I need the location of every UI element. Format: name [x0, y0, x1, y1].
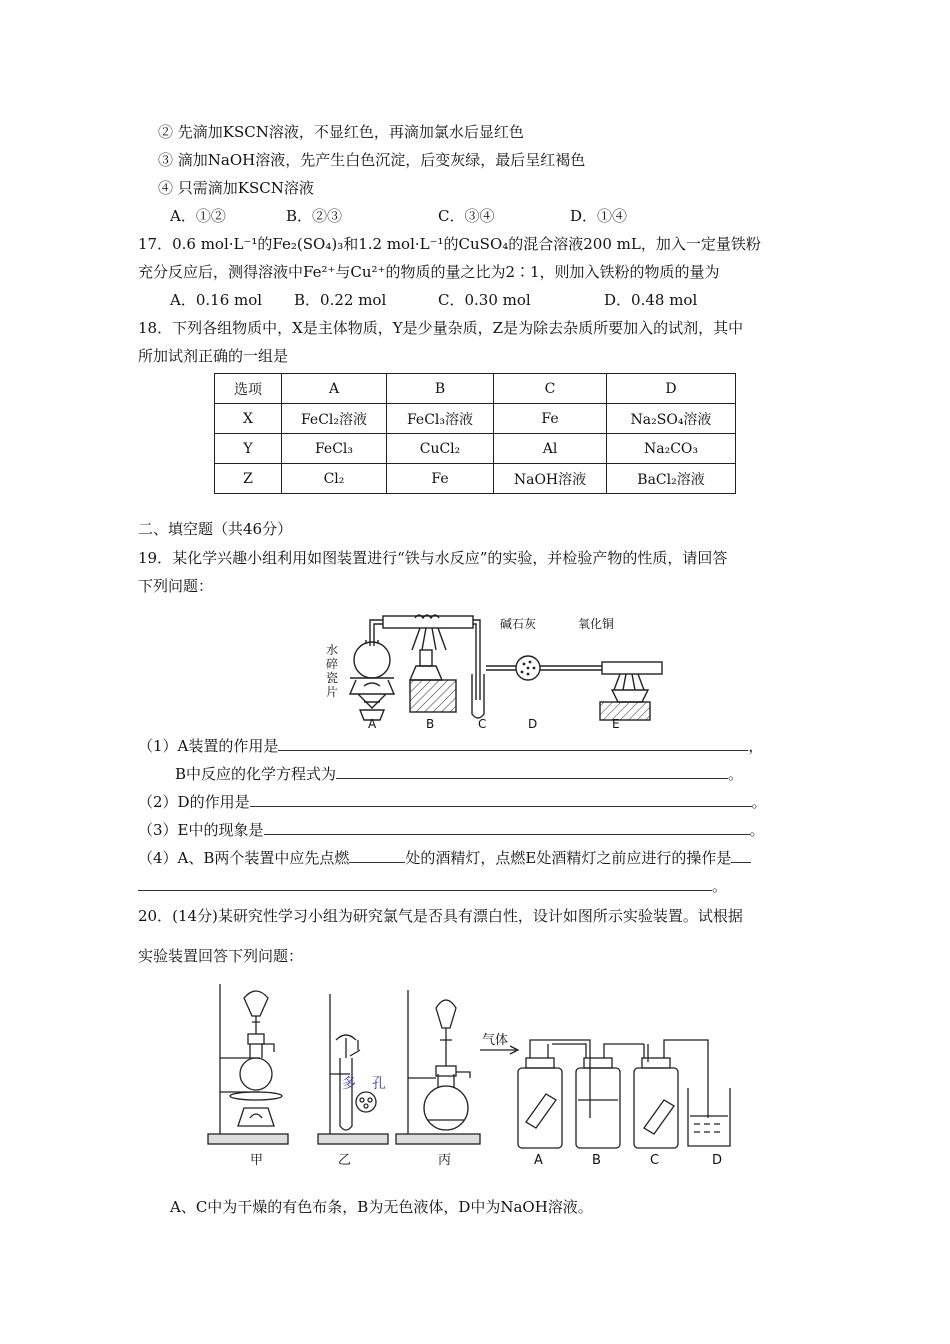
q16-choice-c: C．③④: [438, 207, 495, 225]
q18-stem-line2: 所加试剂正确的一组是: [138, 347, 289, 365]
label-water: 水: [326, 643, 339, 657]
q17-choice-c: C．0.30 mol: [438, 291, 531, 309]
table-cell: FeCl₂溶液: [282, 404, 387, 434]
q19-part1a: [138, 735, 763, 757]
q19-part2: [138, 791, 767, 813]
table-cell: D: [607, 374, 736, 404]
q16-choices: [170, 205, 627, 227]
label-c: C: [650, 1153, 660, 1168]
q17-choice-d: D．0.48 mol: [604, 291, 698, 309]
iron-water-apparatus-figure: [320, 604, 670, 734]
label-copper-oxide: 氧化铜: [578, 617, 615, 631]
label-soda-lime: 碱石灰: [500, 617, 537, 631]
label-a: A: [368, 717, 377, 731]
table-row: [215, 404, 736, 434]
q20-note: A、C中为干燥的有色布条，B为无色液体，D中为NaOH溶液。: [170, 1198, 593, 1216]
q19-part2-end: 。: [751, 793, 767, 811]
answer-blank[interactable]: [731, 848, 751, 863]
q19-part1a-text: （1）A装置的作用是: [138, 737, 279, 755]
label-b: B: [592, 1153, 601, 1168]
q19-part4: [138, 847, 751, 869]
table-row: [215, 434, 736, 464]
q20-stem-line1: 20．(14分)某研究性学习小组为研究氯气是否具有漂白性，设计如图所示实验装置。试根据: [138, 907, 743, 925]
q19-stem-line1: 19．某化学兴趣小组利用如图装置进行“铁与水反应”的实验，并检验产物的性质，请回答: [138, 549, 728, 567]
table-header-row: [215, 374, 736, 404]
label-chips-1: 碎: [326, 657, 339, 671]
table-cell: Na₂CO₃: [607, 434, 736, 464]
q17-choice-a: A．0.16 mol: [170, 291, 263, 309]
label-kong: 孔: [372, 1076, 386, 1092]
q17-choices: [170, 289, 697, 311]
answer-blank[interactable]: [278, 736, 748, 751]
label-d: D: [528, 717, 538, 731]
table-cell: Na₂SO₄溶液: [607, 404, 736, 434]
label-duo: 多: [342, 1076, 356, 1092]
q16-option-2: ② 先滴加KSCN溶液，不显红色，再滴加氯水后显红色: [158, 123, 524, 141]
table-cell: 选项: [215, 374, 282, 404]
table-cell: NaOH溶液: [494, 464, 607, 494]
answer-blank[interactable]: [336, 764, 728, 779]
answer-blank[interactable]: [250, 792, 752, 807]
table-cell: Fe: [494, 404, 607, 434]
answer-blank[interactable]: [349, 848, 405, 863]
table-cell: Cl₂: [282, 464, 387, 494]
q19-part1b: [175, 763, 743, 785]
section-heading: 二、填空题（共46分）: [138, 520, 293, 538]
q19-stem-line2: 下列问题：: [138, 577, 214, 595]
q19-part1a-end: ，: [748, 737, 764, 755]
q20-stem-line2: 实验装置回答下列问题：: [138, 947, 304, 965]
q19-part4-end: 。: [712, 877, 728, 895]
table-cell: X: [215, 404, 282, 434]
q19-part3-end: 。: [749, 821, 765, 839]
answer-blank[interactable]: [138, 876, 712, 891]
table-cell: FeCl₃溶液: [387, 404, 494, 434]
table-row: [215, 464, 736, 494]
table-cell: Al: [494, 434, 607, 464]
q17-stem-line2: 充分反应后，测得溶液中Fe²⁺与Cu²⁺的物质的量之比为2∶1，则加入铁粉的物质的量为: [138, 263, 720, 281]
q19-part1b-end: 。: [728, 765, 744, 783]
label-b: B: [426, 717, 435, 731]
q18-stem-line1: 18．下列各组物质中，X是主体物质，Y是少量杂质，Z是为除去杂质所要加入的试剂，其中: [138, 319, 744, 337]
table-cell: Z: [215, 464, 282, 494]
table-cell: FeCl₃: [282, 434, 387, 464]
label-bing: 丙: [438, 1153, 452, 1168]
table-cell: B: [387, 374, 494, 404]
table-cell: BaCl₂溶液: [607, 464, 736, 494]
table-cell: CuCl₂: [387, 434, 494, 464]
table-cell: A: [282, 374, 387, 404]
answer-blank[interactable]: [264, 820, 750, 835]
reagent-table: [214, 373, 736, 494]
q16-choice-a: A．①②: [170, 207, 226, 225]
q19-part4-text-a: （4）A、B两个装置中应先点燃: [138, 849, 350, 867]
table-cell: Y: [215, 434, 282, 464]
q17-stem-line1: 17．0.6 mol·L⁻¹的Fe₂(SO₄)₃和1.2 mol·L⁻¹的CuSO₄的混合溶液200 mL，加入一定量铁粉: [138, 235, 761, 253]
label-yi: 乙: [338, 1153, 352, 1168]
table-cell: C: [494, 374, 607, 404]
q19-part2-text: （2）D的作用是: [138, 793, 250, 811]
q16-option-4: ④ 只需滴加KSCN溶液: [158, 179, 314, 197]
q19-part3: [138, 819, 765, 841]
table-cell: Fe: [387, 464, 494, 494]
label-chips-3: 片: [326, 685, 339, 699]
chlorine-bleach-apparatus-figure: [200, 978, 740, 1174]
label-gas: 气体: [482, 1033, 509, 1048]
q16-option-3: ③ 滴加NaOH溶液，先产生白色沉淀，后变灰绿，最后呈红褐色: [158, 151, 586, 169]
q19-part3-text: （3）E中的现象是: [138, 821, 264, 839]
label-e: E: [612, 717, 620, 731]
q19-part4-text-b: 处的酒精灯，点燃E处酒精灯之前应进行的操作是: [405, 849, 732, 867]
q16-choice-b: B．②③: [286, 207, 343, 225]
q16-choice-d: D．①④: [570, 207, 628, 225]
q19-part4-continued: [138, 875, 727, 897]
label-c: C: [478, 717, 487, 731]
q19-part1b-text: B中反应的化学方程式为: [175, 765, 337, 783]
label-a: A: [534, 1153, 543, 1168]
q17-choice-b: B．0.22 mol: [294, 291, 387, 309]
label-jia: 甲: [250, 1153, 264, 1168]
label-chips-2: 瓷: [326, 671, 339, 685]
label-d: D: [712, 1153, 723, 1168]
